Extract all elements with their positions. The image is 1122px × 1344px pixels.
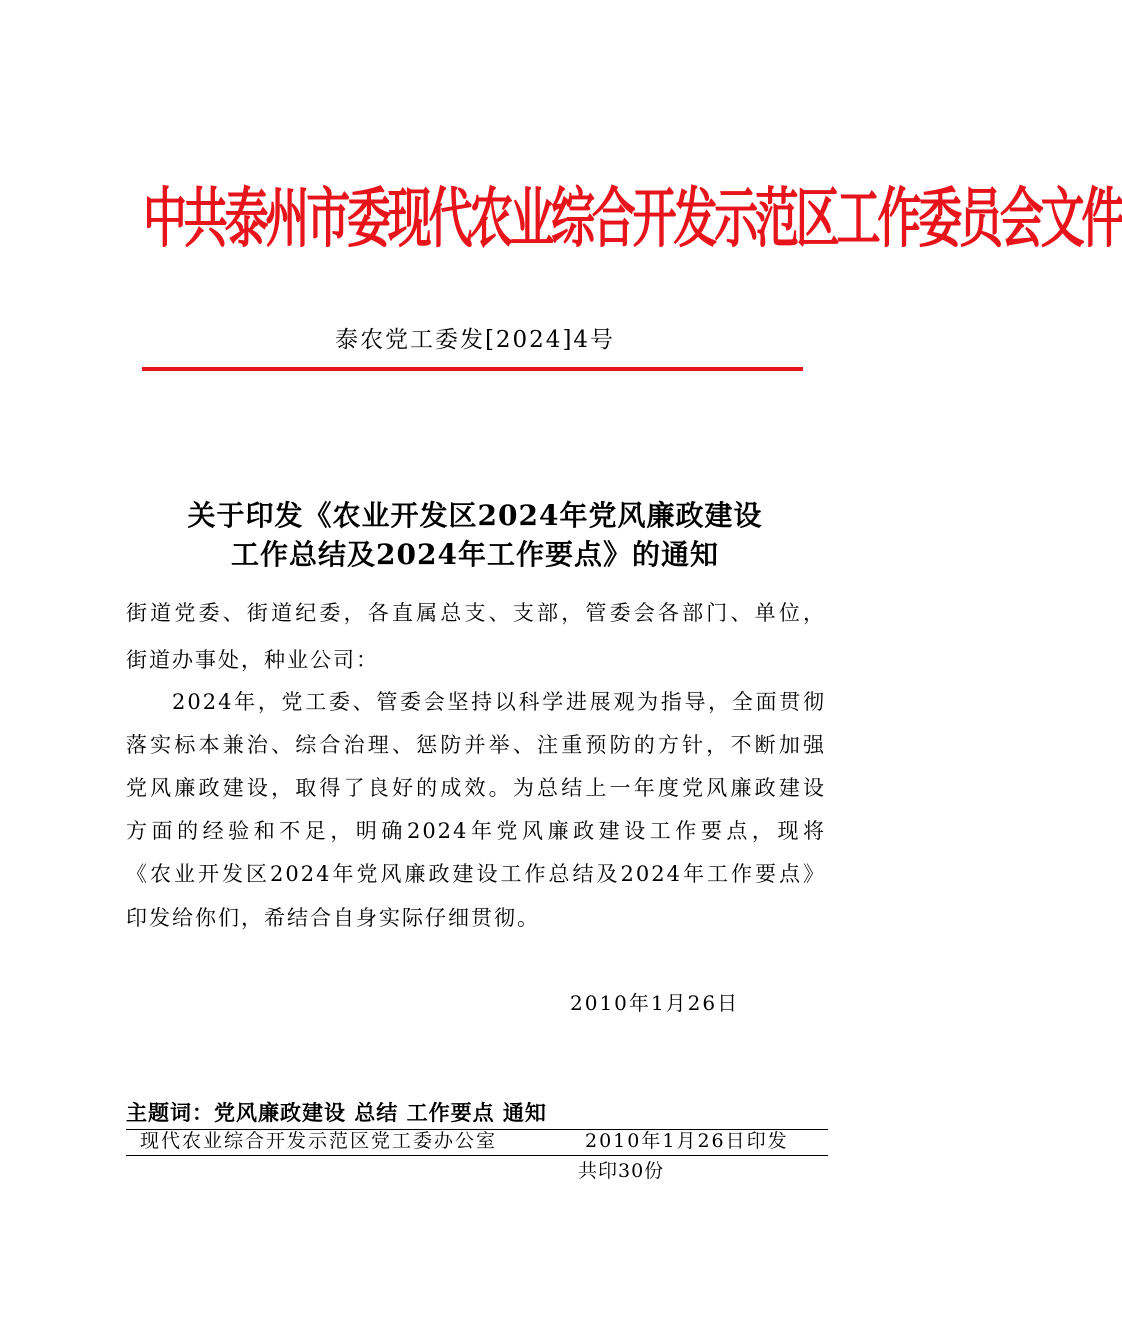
subject-keywords: 主题词：党风廉政建设 总结 工作要点 通知 — [126, 1100, 547, 1125]
issuing-office: 现代农业综合开发示范区党工委办公室 — [140, 1130, 498, 1152]
body-line: 方面的经验和不足，明确2024年党风廉政建设工作要点，现将 — [126, 819, 826, 843]
footer-rule-bottom — [126, 1155, 828, 1156]
body-line: 党风廉政建设，取得了良好的成效。为总结上一年度党风廉政建设 — [126, 776, 826, 800]
body-line: 《农业开发区2024年党风廉政建设工作总结及2024年工作要点》 — [126, 862, 826, 886]
document-number: 泰农党工委发[2024]4号 — [334, 327, 616, 353]
body-line: 2024年，党工委、管委会坚持以科学进展观为指导，全面贯彻 — [172, 690, 826, 714]
print-copies: 共印30份 — [578, 1160, 665, 1182]
notice-date: 2010年1月26日 — [570, 991, 740, 1015]
recipients-line-1: 街道党委、街道纪委，各直属总支、支部，管委会各部门、单位， — [126, 601, 826, 625]
body-line: 落实标本兼治、综合治理、惩防并举、注重预防的方针，不断加强 — [126, 733, 826, 757]
document-header-title: 中共泰州市委现代农业综合开发示范区工作委员会文件 — [143, 180, 1122, 256]
notice-title-line-1: 关于印发《农业开发区2024年党风廉政建设 — [187, 499, 763, 532]
print-date: 2010年1月26日印发 — [585, 1130, 789, 1152]
recipients-line-2: 街道办事处，种业公司： — [126, 648, 379, 672]
body-line: 印发给你们，希结合自身实际仔细贯彻。 — [126, 906, 540, 930]
red-divider-line — [142, 367, 803, 371]
notice-title-line-2: 工作总结及2024年工作要点》的通知 — [231, 538, 719, 571]
